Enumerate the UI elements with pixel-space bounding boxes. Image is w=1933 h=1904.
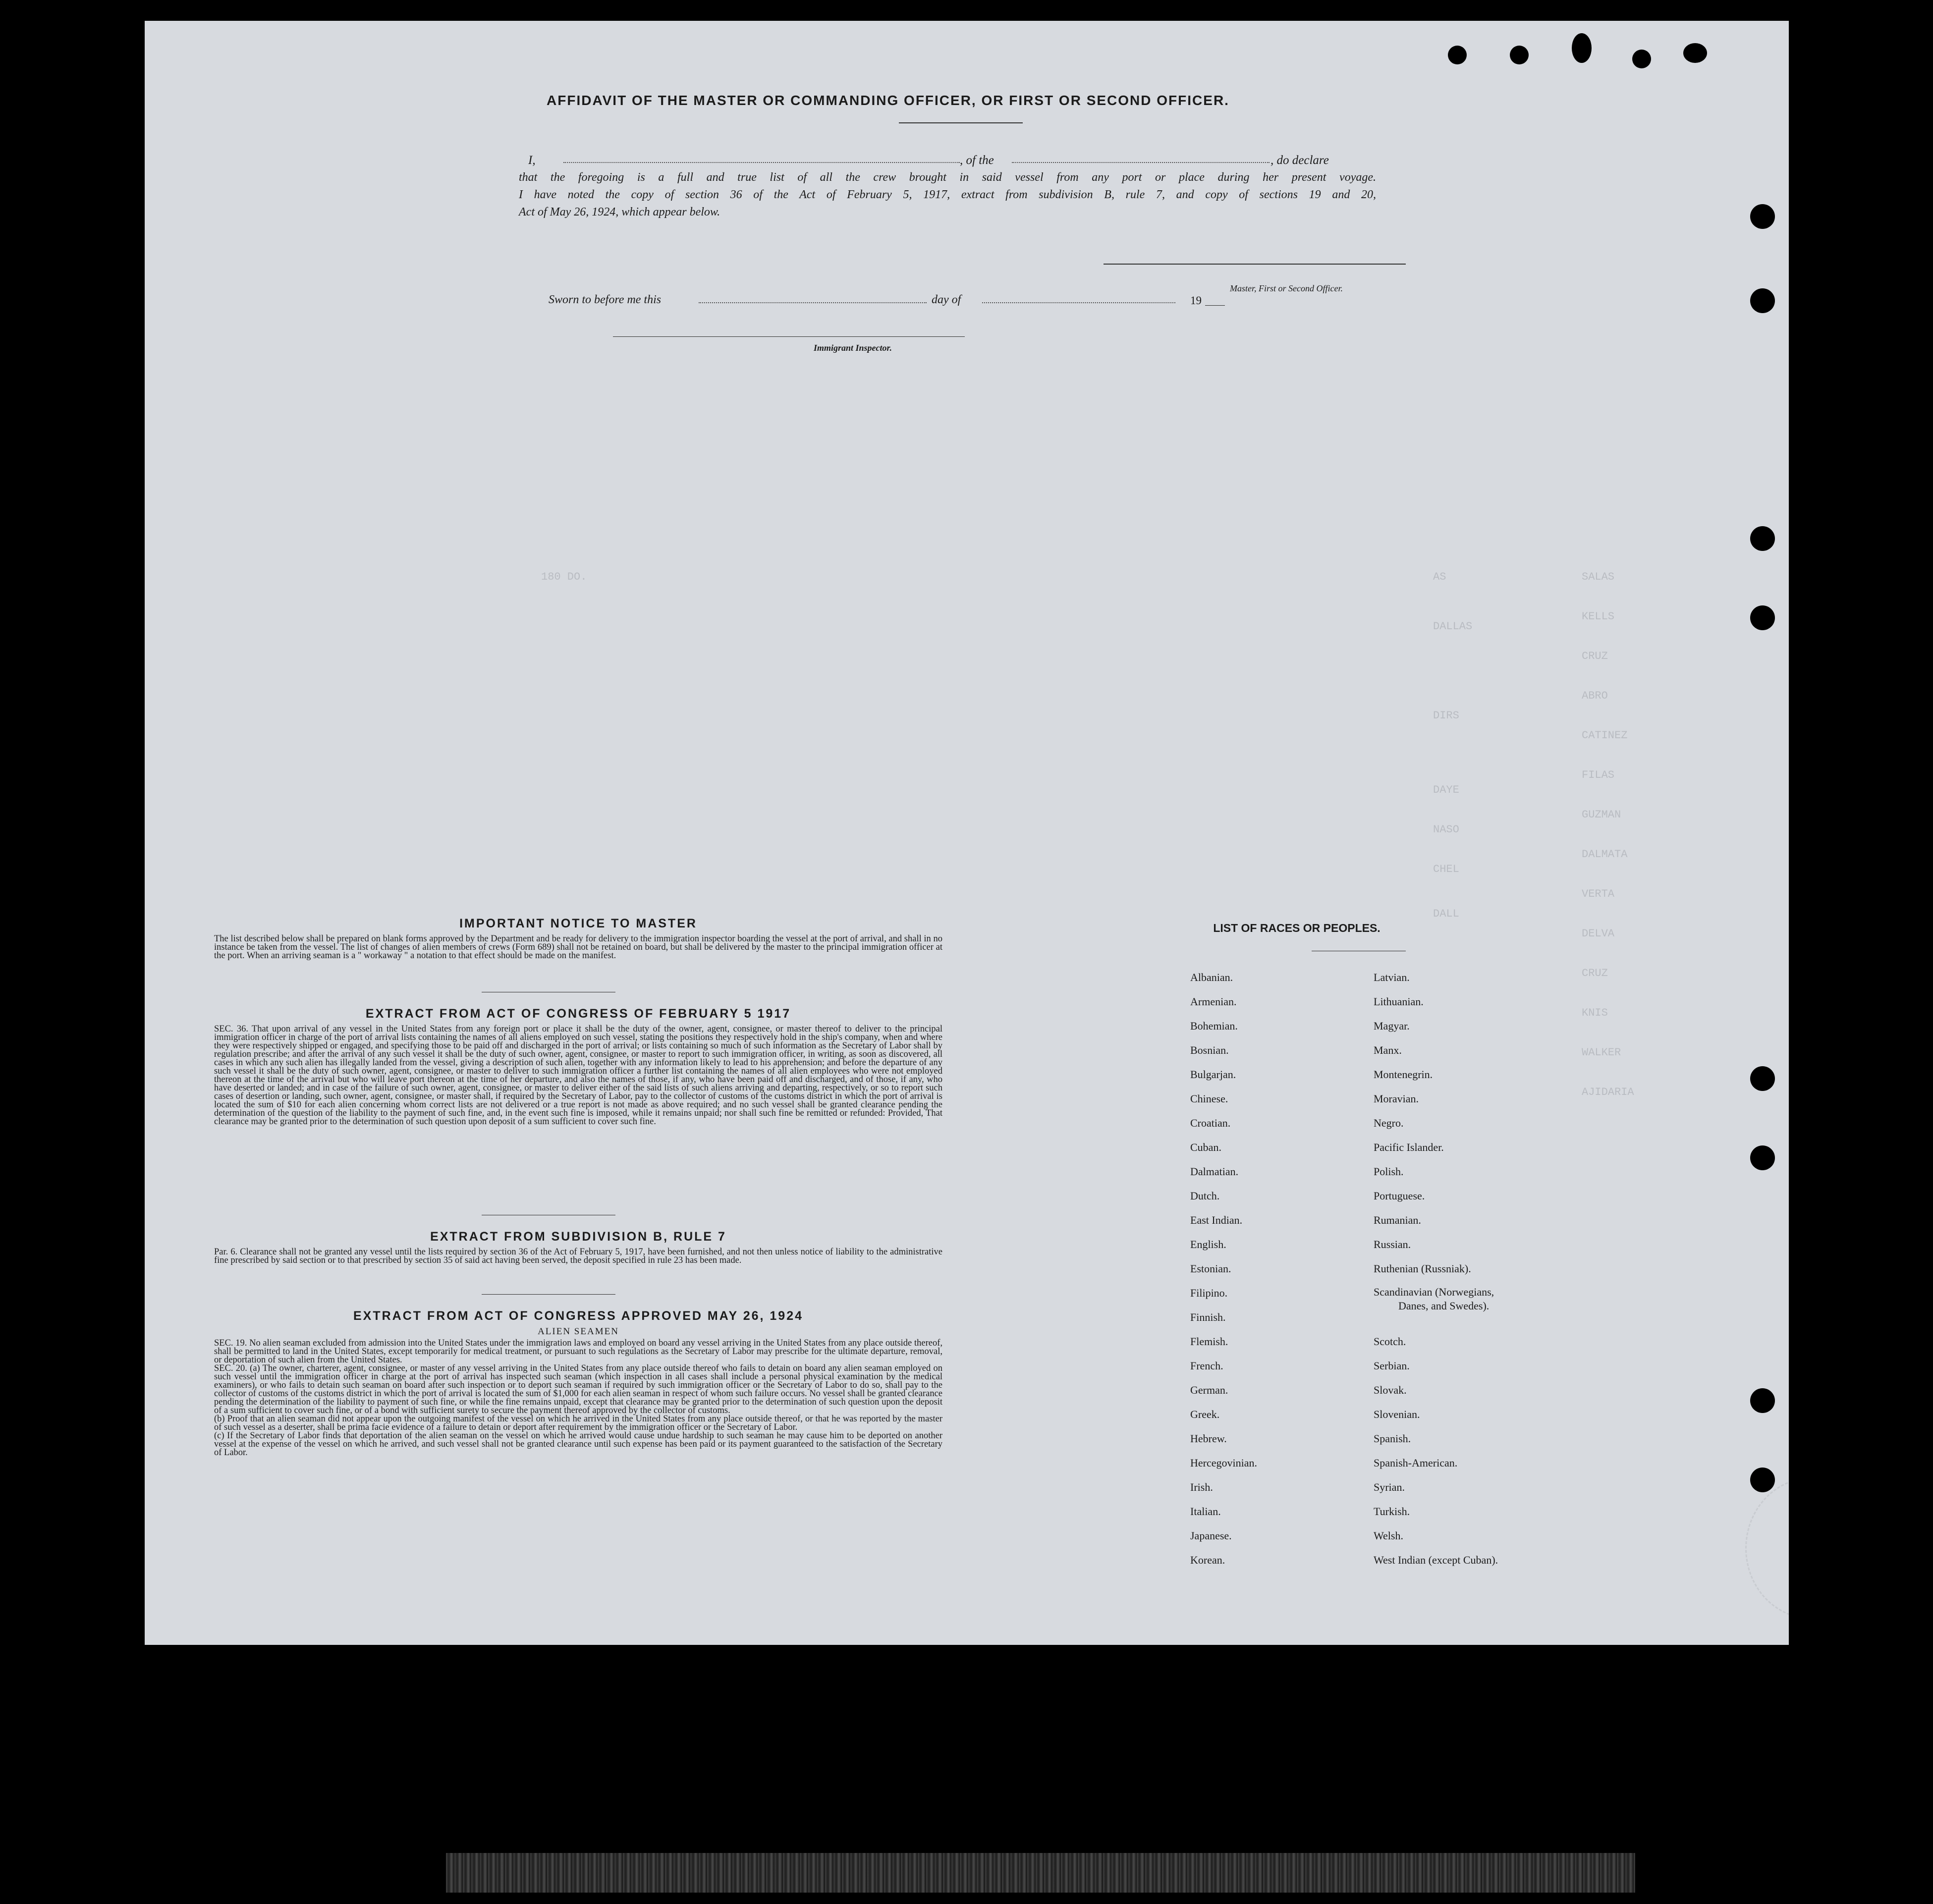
race-item: German. — [1190, 1384, 1228, 1396]
bleed-through-text: CHEL — [1433, 863, 1459, 875]
bleed-through-text: CRUZ — [1582, 967, 1608, 979]
alien-seamen-subtitle: ALIEN SEAMEN — [538, 1326, 619, 1337]
punch-hole — [1683, 43, 1707, 63]
race-item: Korean. — [1190, 1554, 1225, 1566]
punch-hole — [1750, 1066, 1775, 1091]
bleed-through-text: WALKER — [1582, 1046, 1621, 1059]
bleed-through-text: CATINEZ — [1582, 729, 1628, 742]
race-item: Italian. — [1190, 1505, 1221, 1518]
affidavit-line-3: Act of May 26, 1924, which appear below. — [519, 206, 720, 218]
race-item: Scandinavian (Norwegians, — [1374, 1286, 1494, 1298]
bleed-through-text: 180 DO. — [541, 571, 587, 583]
race-item: Filipino. — [1190, 1287, 1228, 1299]
bleed-through-text: KELLS — [1582, 610, 1615, 623]
sec-20a-body: SEC. 20. (a) The owner, charterer, agent, consignee, or master of any vessel arriving in the United States from any place outside thereof who fails to detain on board any alien seaman employed on such vessel until the immigration officer in charge at the port of arrival has inspected such seaman (which inspection in all cases shall include a personal physical examination by the medical examiners), or who fails to detain such seaman on board after such inspection or to deport such seaman if required by such immigration officer or the Secretary of Labor to do so, shall pay to the collector of customs of the customs district in which the port of arrival is located the sum of $1,000 for each alien seaman in respect of whom such failure occurs. No vessel shall be granted clearance pending the determination of the liability to payment of such fine, or while the fine remains unpaid, except that clearance may be granted prior to the determination of such question upon the deposit of a sum sufficient to cover such fine, or of a bond with sufficient surety to secure the payment thereof approved by the collector of customs. — [214, 1363, 942, 1415]
bleed-through-text: SALAS — [1582, 571, 1615, 583]
master-signature-line[interactable] — [1104, 264, 1406, 265]
bleed-through-text: DAYE — [1433, 784, 1459, 796]
race-item: Irish. — [1190, 1481, 1213, 1493]
bleed-through-text: VERTA — [1582, 888, 1615, 900]
race-item: Lithuanian. — [1374, 995, 1424, 1008]
bleed-through-text: FILAS — [1582, 769, 1615, 781]
race-item: Bohemian. — [1190, 1020, 1238, 1032]
affidavit-title: AFFIDAVIT OF THE MASTER OR COMMANDING OFFICER, OR FIRST OR SECOND OFFICER. — [547, 93, 1229, 108]
race-item: Chinese. — [1190, 1092, 1228, 1105]
affidavit-line-2: I have noted the copy of section 36 of the Act of February 5, 1917, extract from subdivision B, rule 7, and copy of sections 19 and 20, — [519, 188, 1376, 201]
rule-7-title: EXTRACT FROM SUBDIVISION B, RULE 7 — [430, 1230, 726, 1244]
extract-1924-section — [214, 1309, 942, 1457]
punch-hole — [1750, 1468, 1775, 1492]
punch-hole — [1632, 50, 1651, 68]
punch-hole — [1750, 526, 1775, 551]
race-item: Spanish-American. — [1374, 1457, 1458, 1469]
master-label: Master, First or Second Officer. — [1230, 283, 1343, 293]
bleed-through-text: KNIS — [1582, 1007, 1608, 1019]
bleed-through-text: ABRO — [1582, 690, 1608, 702]
bleed-through-text: DALLAS — [1433, 620, 1473, 633]
race-item: Dutch. — [1190, 1190, 1220, 1202]
race-item: Bosnian. — [1190, 1044, 1229, 1056]
race-item: Montenegrin. — [1374, 1068, 1433, 1081]
race-item: Cuban. — [1190, 1141, 1221, 1153]
punch-hole — [1448, 46, 1467, 64]
race-item: English. — [1190, 1238, 1226, 1251]
race-item: Syrian. — [1374, 1481, 1405, 1493]
affidavit-line-1: that the foregoing is a full and true list of all the crew brought in said vessel from any port or place during her present voyage. — [519, 171, 1376, 184]
race-item: Pacific Islander. — [1374, 1141, 1444, 1153]
race-item: Greek. — [1190, 1408, 1220, 1420]
bleed-through-text: GUZMAN — [1582, 809, 1621, 821]
bleed-through-text: DALMATA — [1582, 848, 1628, 861]
document-page — [145, 21, 1789, 1645]
race-item: Albanian. — [1190, 971, 1233, 983]
race-item: Dalmatian. — [1190, 1165, 1239, 1178]
race-item: French. — [1190, 1360, 1223, 1372]
sec-20c-body: (c) If the Secretary of Labor finds that deportation of the alien seaman on the vessel on which he arrived would cause undue hardship to such seaman he may cause him to be deported on another vessel at the expense of the vessel on which he arrived, and such vessel shall not be granted clearance until such expense has been paid or its payment guaranteed to the satisfaction of the Secretary of Labor. — [214, 1431, 942, 1458]
race-item: Spanish. — [1374, 1432, 1411, 1445]
race-item: Croatian. — [1190, 1117, 1231, 1129]
name-field[interactable] — [563, 162, 960, 163]
race-item: Hercegovinian. — [1190, 1457, 1257, 1469]
races-title: LIST OF RACES OR PEOPLES. — [1213, 922, 1381, 934]
title-underline — [899, 122, 1023, 123]
vessel-field[interactable] — [1012, 162, 1270, 163]
notice-body: The list described below shall be prepared on blank forms approved by the Department and be ready for delivery to the immigration inspector boarding the vessel at the port of arrival, and shall in no instance be taken from the vessel. The list of changes of alien members of crews (Form 689) shall not be retained on board, but shall be delivered by the master to the principal immigration officer at the port. When an arriving seaman is a " workaway " a notation to that effect should be made on the manifest. — [214, 934, 942, 961]
sec-19-body: SEC. 19. No alien seaman excluded from admission into the United States under the immigration laws and employed on board any vessel arriving in the United States from any place outside thereof, shall be permitted to land in the United States, except temporarily for medical treatment, or pursuant to such regulations as the Secretary of Labor may prescribe for the ultimate departure, removal, or deportation of such alien from the United States. — [214, 1338, 942, 1365]
extract-1924-title: EXTRACT FROM ACT OF CONGRESS APPROVED MAY 26, 1924 — [353, 1309, 804, 1323]
affidavit-of-the: , of the — [960, 154, 994, 167]
notice-section — [214, 917, 942, 960]
bleed-through-text: CRUZ — [1582, 650, 1608, 662]
punch-hole — [1750, 288, 1775, 313]
race-item: Russian. — [1374, 1238, 1411, 1251]
race-item: Manx. — [1374, 1044, 1402, 1056]
race-item: Japanese. — [1190, 1529, 1232, 1542]
race-item: Latvian. — [1374, 971, 1410, 983]
sec-20b-body: (b) Proof that an alien seaman did not appear upon the outgoing manifest of the vessel on which he arrived in the United States from any place outside thereof, or that he was reported by the master of such vessel as a deserter, shall be prima facie evidence of a failure to detain or deport after requirement by the immigration officer or the Secretary of Labor. — [214, 1414, 942, 1432]
affidavit-do-declare: , do declare — [1270, 154, 1329, 167]
extract-1917-body: SEC. 36. That upon arrival of any vessel in the United States from any foreign port or place it shall be the duty of the owner, agent, consignee, or master thereof to deliver to the principal immigration officer in charge of the port of arrival lists containing the names of all aliens employed on such vessel, stating the positions they respectively hold in the ship's company, when and where they were respectively shipped or engaged, and specifying those to be paid off and discharged in the port of arrival; or lists containing so much of such information as the Secretary of Labor shall by regulation prescribe; and after the arrival of any such vessel it shall be the duty of such owner, agent, consignee, or master to report to such immigration officer, in writing, as soon as discovered, all cases in which any such alien has illegally landed from the vessel, giving a description of such alien, together with any information likely to lead to his apprehension; and before the departure of any such vessel it shall be the duty of such owner, agent, consignee, or master to deliver to such immigration officer a further list containing the names of all alien employees who were not employed thereon at the time of the arrival but who will leave port thereon at the time of her departure, and also the names of those, if any, who have been paid off and discharged, and of those, if any, who have deserted or landed; and in case of the failure of such owner, agent, consignee, or master to deliver either of the said lists of such aliens arriving and departing, respectively, or so to report such cases of desertion or landing, such owner, agent, consignee, or master shall, if required by the Secretary of Labor, pay to the collector of customs of the customs district in which the port of arrival is located the sum of $10 for each alien concerning whom correct lists are not delivered or a true report is not made as above required; and no such vessel shall be granted clearance pending the determination of the question of the liability to the payment of such fine, and, in the event such fine is imposed, while it remains unpaid; nor shall such fine be remitted or refunded: Provided, That clearance may be granted prior to the determination of such question upon deposit of a sum sufficient to cover such fine. — [214, 1024, 942, 1127]
sworn-day-field[interactable] — [699, 302, 927, 303]
race-item: Magyar. — [1374, 1020, 1410, 1032]
race-item: Bulgarjan. — [1190, 1068, 1236, 1081]
race-item: Turkish. — [1374, 1505, 1410, 1518]
year-prefix: 19 — [1190, 294, 1202, 307]
race-item: Portuguese. — [1374, 1190, 1425, 1202]
race-item: Rumanian. — [1374, 1214, 1421, 1226]
bleed-through-text: NASO — [1433, 823, 1459, 836]
race-item: Moravian. — [1374, 1092, 1419, 1105]
inspector-signature-line[interactable] — [613, 336, 965, 337]
bleed-through-text: DIRS — [1433, 709, 1459, 722]
extract-1917-title: EXTRACT FROM ACT OF CONGRESS OF FEBRUARY 5 1917 — [365, 1007, 791, 1021]
race-item: Scotch. — [1374, 1335, 1406, 1348]
affidavit-i: I, — [528, 154, 536, 167]
bleed-through-text: AJIDARIA — [1582, 1086, 1634, 1098]
day-of-label: day of — [932, 293, 961, 306]
inspector-label: Immigrant Inspector. — [814, 343, 892, 353]
bleed-through-text: DELVA — [1582, 927, 1615, 940]
rule-7-section — [214, 1230, 942, 1265]
race-item: Ruthenian (Russniak). — [1374, 1262, 1471, 1275]
race-item: West Indian (except Cuban). — [1374, 1554, 1498, 1566]
section-divider — [482, 1294, 615, 1295]
race-item: Welsh. — [1374, 1529, 1403, 1542]
extract-1917-section — [214, 1007, 942, 1126]
punch-hole — [1572, 33, 1592, 63]
race-item: Polish. — [1374, 1165, 1404, 1178]
embossed-seal — [1745, 1477, 1789, 1619]
punch-hole — [1510, 46, 1529, 64]
punch-hole — [1750, 605, 1775, 630]
race-item: Danes, and Swedes). — [1398, 1300, 1490, 1312]
race-item: Slovenian. — [1374, 1408, 1420, 1420]
race-item: Armenian. — [1190, 995, 1237, 1008]
punch-hole — [1750, 1145, 1775, 1170]
punch-hole — [1750, 204, 1775, 229]
bleed-through-text: AS — [1433, 571, 1446, 583]
race-item: East Indian. — [1190, 1214, 1243, 1226]
race-item: Negro. — [1374, 1117, 1404, 1129]
punch-hole — [1750, 1388, 1775, 1413]
race-item: Finnish. — [1190, 1311, 1226, 1323]
film-edge-strip — [446, 1853, 1635, 1893]
sworn-label: Sworn to before me this — [549, 293, 662, 306]
sworn-month-field[interactable] — [982, 302, 1175, 303]
notice-title: IMPORTANT NOTICE TO MASTER — [459, 917, 697, 930]
race-item: Hebrew. — [1190, 1432, 1227, 1445]
year-field[interactable] — [1205, 305, 1225, 306]
race-item: Estonian. — [1190, 1262, 1231, 1275]
rule-7-body: Par. 6. Clearance shall not be granted any vessel until the lists required by section 36 of the Act of February 5, 1917, have been furnished, and not then unless notice of liability to the administrative fine prescribed by said section or to that prescribed by section 35 of said act having been served, the deposit specified in rule 23 has been made. — [214, 1247, 942, 1265]
race-item: Flemish. — [1190, 1335, 1228, 1348]
race-item: Slovak. — [1374, 1384, 1407, 1396]
race-item: Serbian. — [1374, 1360, 1410, 1372]
bleed-through-text: DALL — [1433, 908, 1459, 920]
